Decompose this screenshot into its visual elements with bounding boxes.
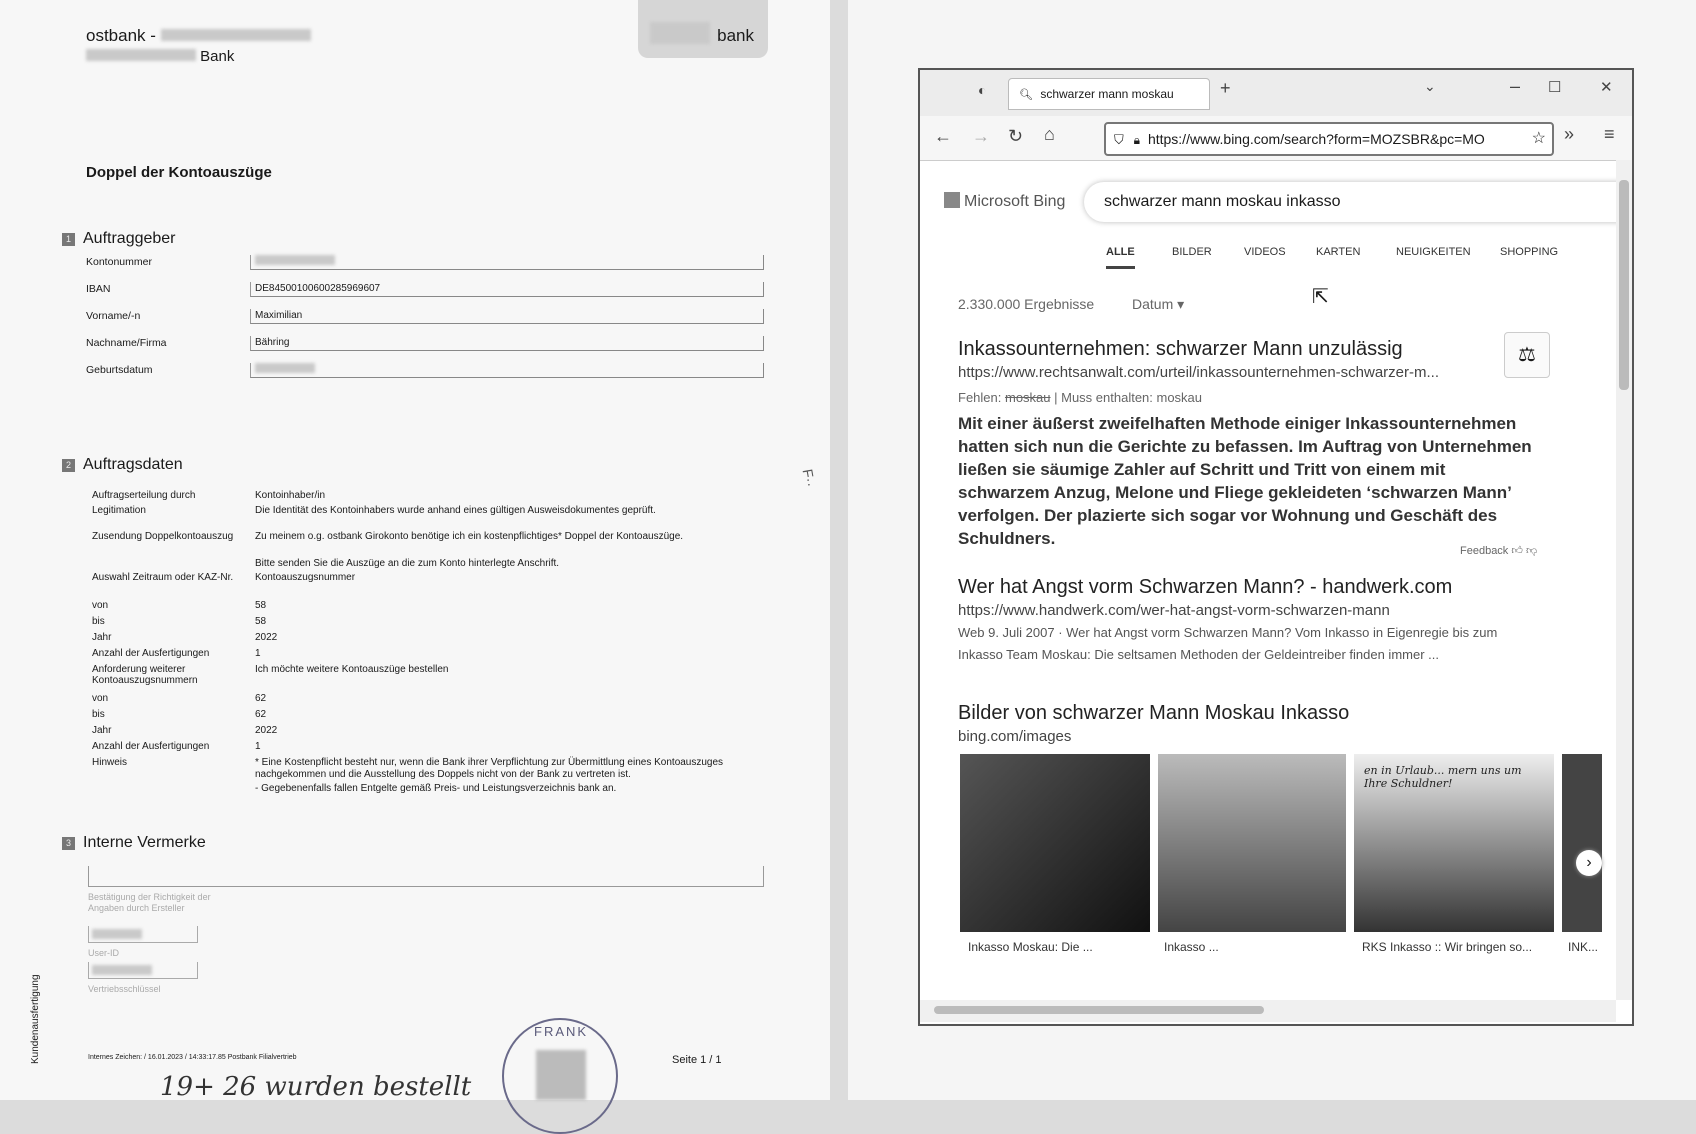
section-auftraggeber: 1 Auftraggeber (62, 230, 176, 248)
browser-window (918, 68, 1634, 1026)
stamp: FRANK (502, 1018, 618, 1134)
result1-snippet: Mit einer äußerst zweifelhaften Methode einiger Inkassounternehmen hatten sich nun die Gerichte zu befassen. Im Auftrag von Unternehmen ließen sie säumige Zahler auf Schritt und Tritt von einem mit schwarzem Anzug, Melone und Fliege gekleideten ‘schwarzen Mann’ verfolgen. Der plazierte sich sogar vor Wohnung und Geschäft des Schuldners. (958, 414, 1532, 548)
auftragsdaten-value: * Eine Kostenpflicht besteht nur, wenn die Bank ihrer Verpflichtung zur Übermittlung eines Kontoauszuges nachgekommen und die Ausstellung des Doppels nicht von der Bank zu vertreten ist. (255, 757, 724, 780)
auftragsdaten-label: Jahr (92, 632, 112, 643)
image-result-2[interactable] (1158, 754, 1346, 932)
forward-icon[interactable]: → (972, 126, 990, 146)
shield-icon: ⛉ (1114, 132, 1124, 147)
field-vorname: Maximilian (250, 309, 764, 324)
auftragsdaten-value: 58 (255, 600, 267, 611)
result1-url[interactable]: https://www.rechtsanwalt.com/urteil/inkassounternehmen-schwarzer-m... (958, 364, 1440, 381)
side-label: Kundenausfertigung (30, 974, 41, 1064)
date-filter[interactable]: Datum ▾ (1132, 296, 1185, 312)
label-vorname: Vorname/-n (86, 310, 141, 322)
section-interne-vermerke: 3 Interne Vermerke (62, 834, 206, 852)
result1-favicon-icon: ⚖ (1504, 332, 1550, 378)
overflow-icon[interactable]: » (1564, 124, 1575, 144)
images-heading[interactable]: Bilder von schwarzer Mann Moskau Inkasso (958, 702, 1350, 724)
home-icon[interactable]: ⌂ (1044, 124, 1055, 144)
minimize-icon[interactable]: – (1510, 76, 1521, 96)
tab-alle[interactable]: ALLE (1106, 246, 1135, 269)
auftragsdaten-value: 2022 (255, 632, 278, 643)
label-iban: IBAN (86, 283, 111, 295)
auftragsdaten-label: von (92, 600, 109, 611)
tab-title: schwarzer mann moskau (1040, 87, 1174, 101)
bookmark-star-icon[interactable]: ☆ (1531, 130, 1546, 147)
auftragsdaten-value: 62 (255, 693, 267, 704)
image-result-3[interactable]: en in Urlaub... mern uns um Ihre Schuldner! (1354, 754, 1554, 932)
auftragsdaten-label: Auftragserteilung durch (92, 490, 196, 501)
field-kontonummer (250, 255, 764, 270)
tab-videos[interactable]: VIDEOS (1244, 246, 1286, 258)
feedback-link[interactable]: Feedback 👍︎ 👎︎ (1460, 545, 1538, 557)
auftragsdaten-value: 1 (255, 741, 261, 752)
label-geburtsdatum: Geburtsdatum (86, 364, 153, 376)
auftragsdaten-label: Zusendung Doppelkontoauszug (92, 531, 234, 542)
bing-logo[interactable]: Microsoft Bing (944, 192, 1065, 211)
section-auftragsdaten: 2 Auftragsdaten (62, 456, 183, 474)
firefox-view-icon[interactable]: ◐ (978, 82, 987, 98)
auftragsdaten-label: von (92, 693, 109, 704)
navigation-bar (920, 116, 1632, 161)
new-tab-icon[interactable]: + (1220, 78, 1231, 98)
result2-title[interactable]: Wer hat Angst vorm Schwarzen Mann? - handwerk.com (958, 576, 1453, 598)
interne-vermerke-box (88, 866, 764, 887)
label-nachname: Nachname/Firma (86, 337, 167, 349)
auftragsdaten-label: Anforderung weiterer Kontoauszugsnummern (92, 664, 198, 686)
auftragsdaten-label: Anzahl der Ausfertigungen (92, 648, 210, 659)
vertrieb-field (88, 962, 198, 979)
result1-missing: Fehlen: moskau | Muss enthalten: moskau (958, 390, 1203, 405)
user-id-label: User-ID (88, 948, 119, 958)
margin-mark: F·· (799, 467, 819, 489)
user-id-field (88, 926, 198, 943)
auftragsdaten-label: Anzahl der Ausfertigungen (92, 741, 210, 752)
footer-page-number: Seite 1 / 1 (672, 1054, 722, 1066)
thumbs-down-icon[interactable]: 👎︎ (1525, 545, 1538, 557)
auftragsdaten-value: Kontoauszugsnummer (255, 572, 356, 583)
menu-icon[interactable]: ≡ (1604, 124, 1615, 144)
image-caption[interactable]: Inkasso Moskau: Die ... (968, 940, 1093, 954)
tab-neuigkeiten[interactable]: NEUIGKEITEN (1396, 246, 1471, 258)
handwritten-note: 19+ 26 wurden bestellt (160, 1072, 472, 1102)
images-source[interactable]: bing.com/images (958, 728, 1072, 745)
image-result-4[interactable] (1562, 754, 1602, 932)
auftragsdaten-label: Hinweis (92, 757, 128, 768)
page-viewport (920, 160, 1616, 1010)
image-caption[interactable]: Inkasso ... (1164, 940, 1219, 954)
auftragsdaten-value: Die Identität des Kontoinhabers wurde anhand eines gültigen Ausweisdokumentes geprüft. (255, 505, 656, 516)
footer-internal-ref: Internes Zeichen: / 16.01.2023 / 14:33:17.85 Postbank Filialvertrieb (88, 1054, 297, 1061)
auftragsdaten-label: Legitimation (92, 505, 146, 516)
search-input[interactable]: schwarzer mann moskau inkasso (1084, 182, 1616, 222)
image-result-1[interactable] (960, 754, 1150, 932)
back-icon[interactable]: ← (934, 126, 952, 146)
bank-form-page (0, 0, 830, 1100)
result2-url[interactable]: https://www.handwerk.com/wer-hat-angst-vorm-schwarzen-mann (958, 602, 1390, 619)
auftragsdaten-value: Kontoinhaber/in (255, 490, 326, 501)
field-iban: DE84500100600285969607 (250, 282, 764, 297)
browser-tab[interactable] (1008, 78, 1210, 110)
auftragsdaten-value: Ich möchte weitere Kontoauszüge bestellen (255, 664, 449, 675)
url-bar[interactable] (1104, 122, 1554, 156)
field-nachname: Bähring (250, 336, 764, 351)
maximize-icon[interactable]: ☐ (1548, 79, 1562, 96)
auftragsdaten-value: Bitte senden Sie die Auszüge an die zum Konto hinterlegte Anschrift. (255, 558, 560, 569)
lock-icon: 🔒︎ (1133, 133, 1141, 147)
tab-list-chevron-icon[interactable]: ⌄ (1424, 78, 1436, 94)
horizontal-scrollbar[interactable] (920, 1000, 1616, 1022)
tab-shopping[interactable]: SHOPPING (1500, 246, 1559, 258)
microsoft-logo-icon (944, 192, 960, 208)
auftragsdaten-label: Auswahl Zeitraum oder KAZ-Nr. (92, 572, 234, 583)
images-next-chevron-icon[interactable]: › (1576, 850, 1602, 876)
url-text: https://www.bing.com/search?form=MOZSBR&pc=MO (1147, 131, 1485, 147)
vertical-scrollbar[interactable] (1616, 160, 1632, 1000)
image-caption[interactable]: INK... (1568, 940, 1599, 954)
auftragsdaten-label: bis (92, 709, 105, 720)
tab-bilder[interactable]: BILDER (1172, 246, 1212, 258)
field-geburtsdatum (250, 363, 764, 378)
tab-karten[interactable]: KARTEN (1316, 246, 1361, 258)
bank-header-left: ostbank - Bank (86, 26, 311, 65)
auftragsdaten-value: 62 (255, 709, 267, 720)
result2-snippet: Web 9. Juli 2007 · Wer hat Angst vorm Schwarzen Mann? Vom Inkasso in Eigenregie bis zum Inkasso Team Moskau: Die seltsamen Methoden der Geldeintreiber finden immer ... (958, 625, 1498, 662)
auftragsdaten-value: 58 (255, 616, 267, 627)
auftragsdaten-value: 2022 (255, 725, 278, 736)
tab-bar (920, 70, 1632, 116)
reload-icon[interactable]: ↻ (1008, 126, 1024, 146)
auftragsdaten-value: 1 (255, 648, 261, 659)
bank-logo: bank (638, 0, 768, 58)
auftragsdaten-label: Jahr (92, 725, 112, 736)
auftragsdaten-value: Zu meinem o.g. ostbank Girokonto benötige ich ein kostenpflichtiges* Doppel der Kontoauszüge. (255, 531, 684, 542)
confirm-label: Bestätigung der Richtigkeit der Angaben durch Ersteller (88, 892, 211, 913)
vertrieb-label: Vertriebsschlüssel (88, 984, 161, 994)
document-title: Doppel der Kontoauszüge (86, 164, 272, 181)
thumbs-up-icon[interactable]: 👍︎ (1511, 545, 1523, 557)
result-count: 2.330.000 Ergebnisse (958, 296, 1095, 312)
auftragsdaten-label: bis (92, 616, 105, 627)
result1-title[interactable]: Inkassounternehmen: schwarzer Mann unzulässig (958, 338, 1403, 360)
label-kontonummer: Kontonummer (86, 256, 152, 268)
search-icon: 🔍︎ (1019, 89, 1033, 101)
close-window-icon[interactable]: ✕ (1600, 79, 1613, 96)
auftragsdaten-value: - Gegebenenfalls fallen Entgelte gemäß Preis- und Leistungsverzeichnis bank an. (255, 783, 617, 794)
mouse-cursor-icon: ⇱ (1312, 286, 1329, 308)
image-caption[interactable]: RKS Inkasso :: Wir bringen so... (1362, 940, 1533, 954)
